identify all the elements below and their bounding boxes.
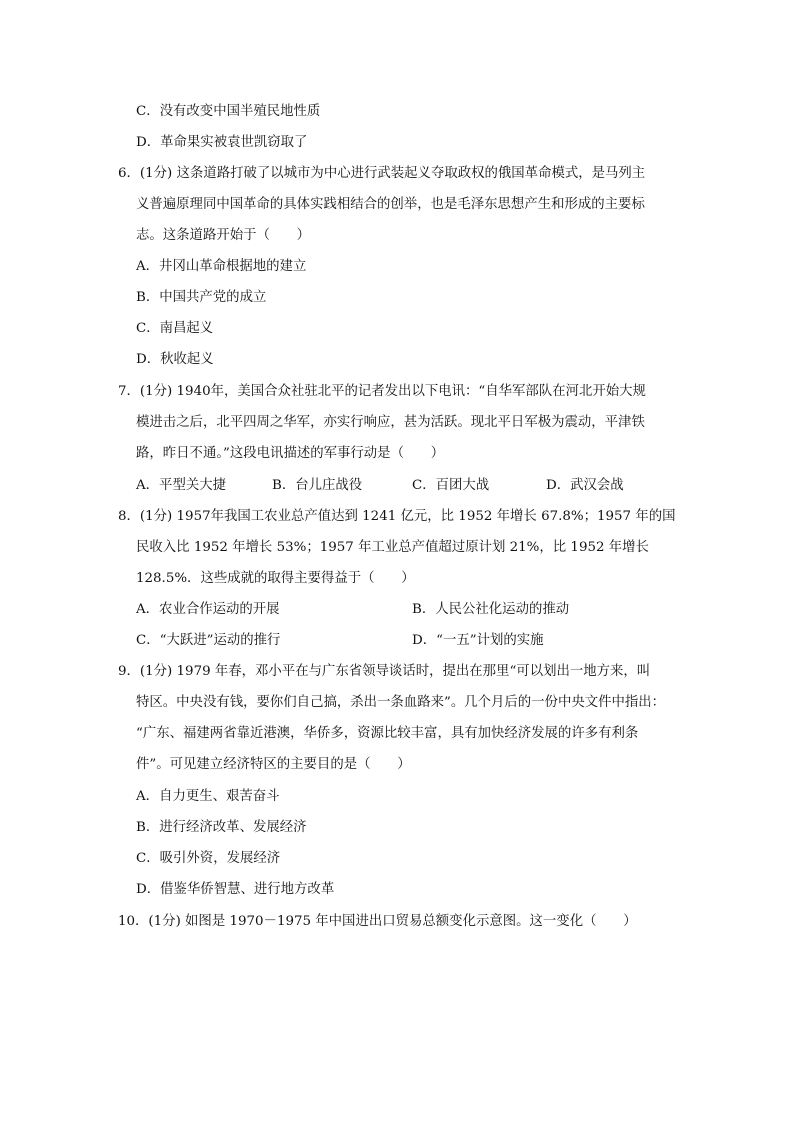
q7-stem-line-1: 7．(1分) 1940年，美国合众社驻北平的记者发出以下电讯：“自华军部队在河北开始大规 [118,384,646,399]
q9-option-b: B．进行经济改革、发展经济 [136,820,307,835]
q9-stem-line-3: “广东、福建两省靠近港澳，华侨多，资源比较丰富，具有加快经济发展的许多有利条 [136,726,639,741]
q8-option-d: D．“一五”计划的实施 [412,633,544,648]
q9-option-d: D．借鉴华侨智慧、进行地方改革 [136,882,335,897]
q8-option-b: B．人民公社化运动的推动 [412,602,570,617]
q9-option-a: A．自力更生、艰苦奋斗 [136,789,280,804]
q8-stem-line-3: 128.5%．这些成就的取得主要得益于（ ） [136,571,415,586]
q8-option-c: C．“大跃进”运动的推行 [136,633,281,648]
q10-stem-line-1: 10．(1分) 如图是 1970－1975 年中国进出口贸易总额变化示意图。这一变化（ ） [118,914,637,929]
q8-stem-line-2: 民收入比 1952 年增长 53%；1957 年工业总产值超过原计划 21%，比 1952 年增长 [136,540,649,555]
q6-option-b: B．中国共产党的成立 [136,290,267,305]
q9-stem-line-4: 件”。可见建立经济特区的主要目的是（ ） [136,757,411,772]
q7-option-b: B．台儿庄战役 [272,478,363,493]
q6-option-a: A．井冈山革命根据地的建立 [136,259,307,274]
q7-option-a: A．平型关大捷 [136,478,227,493]
q6-option-c: C．南昌起义 [136,321,214,336]
q8-stem-line-1: 8．(1分) 1957年我国工农业总产值达到 1241 亿元，比 1952 年增长 67.8%；1957 年的国 [118,509,676,524]
q7-option-c: C．百团大战 [412,478,490,493]
q9-stem-line-1: 9．(1分) 1979 年春，邓小平在与广东省领导谈话时，提出在那里“可以划出一地方来，叫 [118,664,651,679]
q6-option-d: D．秋收起义 [136,352,214,367]
q7-stem-line-3: 路，昨日不通。”这段电讯描述的军事行动是（ ） [136,446,445,461]
q6-stem-line-2: 义普遍原理同中国革命的具体实践相结合的创举，也是毛泽东思想产生和形成的主要标 [136,197,645,212]
q9-option-c: C．吸引外资，发展经济 [136,851,281,866]
q6-stem-line-3: 志。这条道路开始于（ ） [136,228,311,243]
q7-stem-line-2: 模进击之后，北平四周之华军，亦实行响应，甚为活跃。现北平日军极为震动，平津铁 [136,415,645,430]
q7-option-d: D．武汉会战 [546,478,624,493]
q5-option-d: D．革命果实被袁世凯窃取了 [136,135,308,150]
q6-stem-line-1: 6．(1分) 这条道路打破了以城市为中心进行武装起义夺取政权的俄国革命模式，是马列主 [118,166,646,181]
q9-stem-line-2: 特区。中央没有钱，要你们自己搞，杀出一条血路来”。几个月后的一份中央文件中指出： [136,695,666,710]
q8-option-a: A．农业合作运动的开展 [136,602,280,617]
q5-option-c: C．没有改变中国半殖民地性质 [136,104,321,119]
